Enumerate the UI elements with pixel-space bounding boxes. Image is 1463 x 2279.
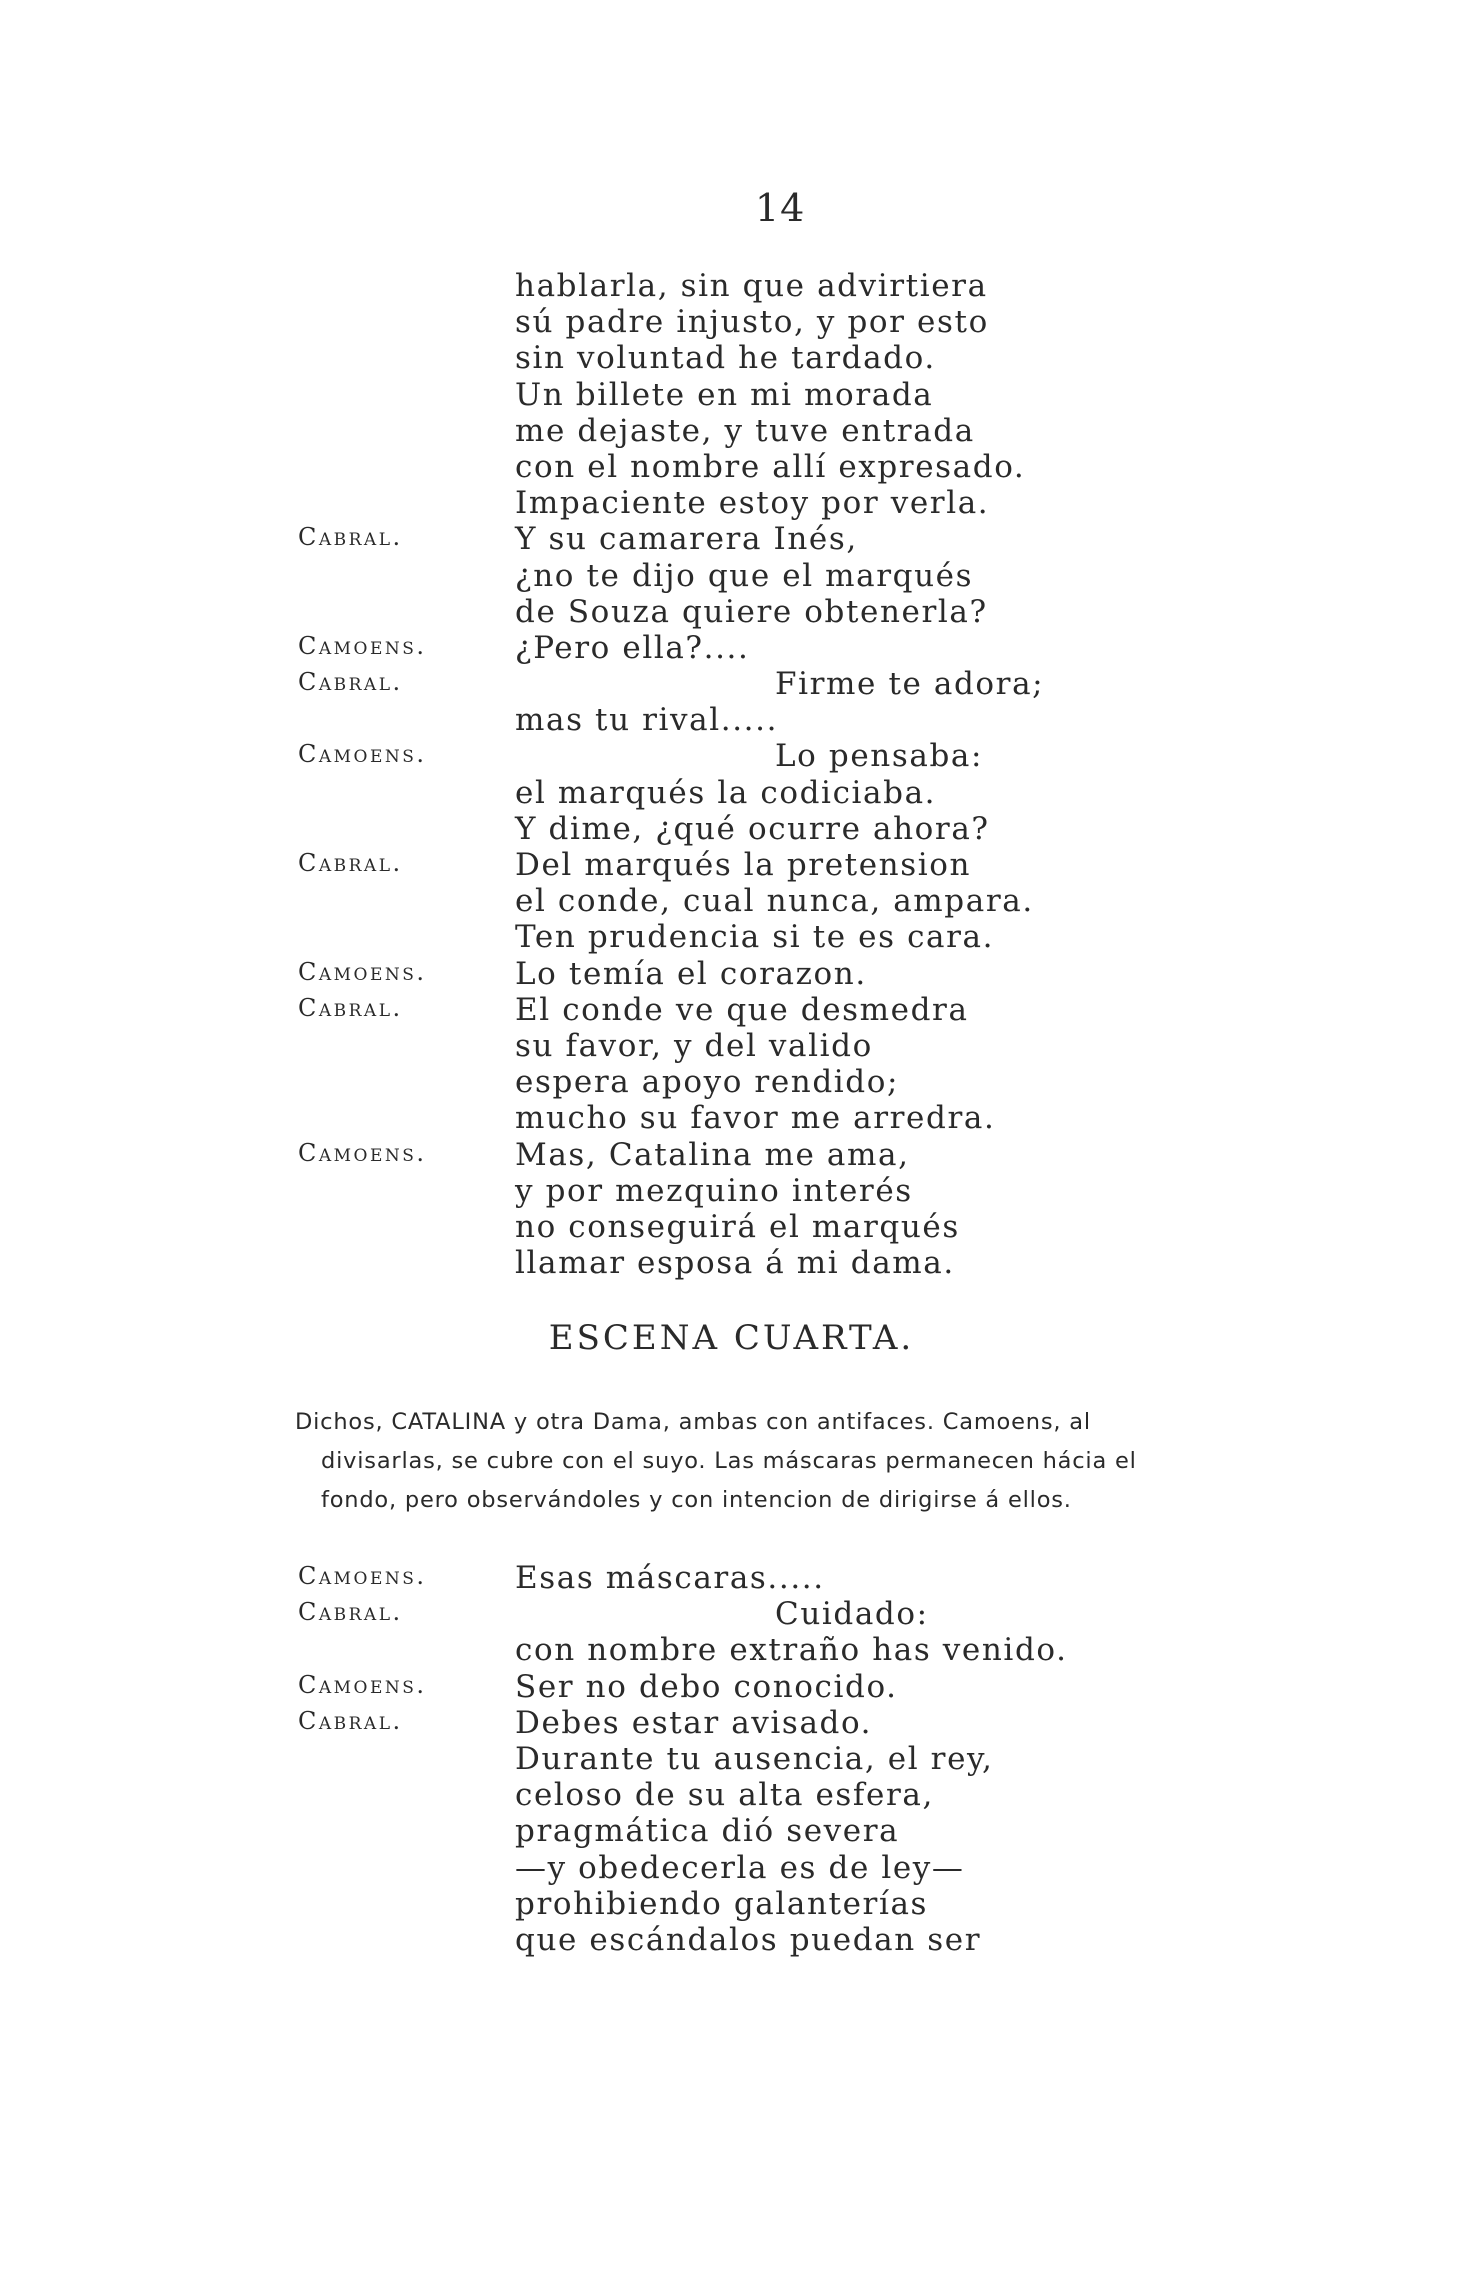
verse-text: Lo temía el corazon. bbox=[515, 955, 867, 992]
verse-line bbox=[0, 1064, 1463, 1100]
verse-text: El conde ve que desmedra bbox=[515, 991, 969, 1028]
verse-text: espera apoyo rendido; bbox=[515, 1064, 900, 1101]
speaker-name: Cabral. bbox=[298, 849, 403, 877]
verse-text: Ser no debo conocido. bbox=[515, 1668, 898, 1705]
verse-text: ¿no te dijo que el marqués bbox=[515, 557, 974, 594]
verse-text: que escándalos puedan ser bbox=[515, 1921, 982, 1958]
verse-text: sin voluntad he tardado. bbox=[515, 340, 936, 377]
verse-line bbox=[0, 413, 1463, 449]
verse-text: Durante tu ausencia, el rey, bbox=[515, 1740, 994, 1777]
verse-line bbox=[0, 1705, 1463, 1741]
verse-line bbox=[0, 1173, 1463, 1209]
verse-line bbox=[0, 1560, 1463, 1596]
speaker-name: Cabral. bbox=[298, 668, 403, 697]
verse-text: Debes estar avisado. bbox=[515, 1704, 873, 1741]
speaker-name: Cabral. bbox=[298, 1706, 403, 1735]
verse-line bbox=[0, 594, 1463, 630]
verse-text: el conde, cual nunca, ampara. bbox=[515, 883, 1034, 920]
verse-line bbox=[0, 1245, 1463, 1281]
verse-line bbox=[0, 1028, 1463, 1064]
verse-line bbox=[0, 956, 1463, 992]
verse-text: Y dime, ¿qué ocurre ahora? bbox=[515, 810, 990, 847]
verse-text: prohibiendo galanterías bbox=[515, 1885, 929, 1922]
verse-line bbox=[0, 1813, 1463, 1849]
verse-line bbox=[0, 1596, 1463, 1632]
verse-line bbox=[0, 521, 1463, 557]
verse-line bbox=[0, 666, 1463, 702]
verse-line bbox=[0, 340, 1463, 376]
verse-text: Esas máscaras..... bbox=[515, 1560, 825, 1596]
stage-direction-line: fondo, pero observándoles y con intencion de dirigirse á ellos. bbox=[321, 1487, 1072, 1513]
verse-text: el marqués la codiciaba. bbox=[515, 774, 937, 811]
verse-text: Del marqués la pretension bbox=[515, 847, 972, 883]
verse-text: celoso de su alta esfera, bbox=[515, 1777, 934, 1814]
speaker-name: Cabral. bbox=[298, 1598, 403, 1627]
verse-text: sú padre injusto, y por esto bbox=[515, 304, 989, 341]
verse-line bbox=[0, 558, 1463, 594]
verse-text: Impaciente estoy por verla. bbox=[515, 485, 990, 522]
verse-text: no conseguirá el marqués bbox=[515, 1208, 960, 1245]
verse-text: —y obedecerla es de ley— bbox=[515, 1849, 965, 1886]
speaker-name: Cabral. bbox=[298, 993, 403, 1022]
speaker-name: Camoens. bbox=[298, 740, 427, 769]
verse-line bbox=[0, 919, 1463, 955]
verse-text: mas tu rival..... bbox=[515, 702, 779, 739]
verse-text: Y su camarera Inés, bbox=[515, 521, 858, 558]
verse-line bbox=[0, 775, 1463, 811]
speaker-name: Camoens. bbox=[298, 957, 427, 986]
verse-line bbox=[0, 485, 1463, 521]
verse-text: con el nombre allí expresado. bbox=[515, 448, 1026, 485]
verse-line bbox=[0, 883, 1463, 919]
stage-direction-line: divisarlas, se cubre con el suyo. Las máscaras permanecen hácia el bbox=[321, 1448, 1137, 1474]
verse-line bbox=[0, 1669, 1463, 1705]
verse-text: Ten prudencia si te es cara. bbox=[515, 919, 995, 956]
dialogue-block-2 bbox=[0, 1560, 1463, 1958]
verse-line bbox=[0, 1632, 1463, 1668]
verse-text: y por mezquino interés bbox=[515, 1172, 913, 1209]
stage-direction-line: Dichos, CATALINA y otra Dama, ambas con antifaces. Camoens, al bbox=[295, 1409, 1091, 1435]
verse-text: Firme te adora; bbox=[775, 666, 1045, 703]
speaker-name: Camoens. bbox=[298, 1562, 427, 1590]
verse-line bbox=[0, 738, 1463, 774]
verse-line bbox=[0, 377, 1463, 413]
verse-line bbox=[0, 1886, 1463, 1922]
verse-line bbox=[0, 268, 1463, 304]
verse-line bbox=[0, 1741, 1463, 1777]
verse-line bbox=[0, 1922, 1463, 1958]
verse-line bbox=[0, 992, 1463, 1028]
verse-line bbox=[0, 811, 1463, 847]
verse-text: Lo pensaba: bbox=[775, 738, 984, 775]
verse-line bbox=[0, 1850, 1463, 1886]
verse-line bbox=[0, 1137, 1463, 1173]
dialogue-block-1 bbox=[0, 268, 1463, 1281]
verse-line bbox=[0, 1777, 1463, 1813]
verse-text: su favor, y del valido bbox=[515, 1027, 873, 1064]
verse-text: ¿Pero ella?.... bbox=[515, 629, 750, 666]
verse-line bbox=[0, 630, 1463, 666]
verse-text: pragmática dió severa bbox=[515, 1813, 900, 1850]
verse-text: Un billete en mi morada bbox=[515, 376, 934, 413]
speaker-name: Cabral. bbox=[298, 523, 403, 552]
verse-text: hablarla, sin que advirtiera bbox=[515, 268, 988, 304]
verse-text: con nombre extraño has venido. bbox=[515, 1632, 1068, 1669]
verse-line bbox=[0, 847, 1463, 883]
verse-line bbox=[0, 1209, 1463, 1245]
speaker-name: Camoens. bbox=[298, 631, 427, 660]
page-number: 14 bbox=[755, 186, 806, 230]
speaker-name: Camoens. bbox=[298, 1670, 427, 1699]
verse-text: Mas, Catalina me ama, bbox=[515, 1136, 910, 1173]
verse-line bbox=[0, 702, 1463, 738]
verse-line bbox=[0, 449, 1463, 485]
verse-line bbox=[0, 1100, 1463, 1136]
speaker-name: Camoens. bbox=[298, 1138, 427, 1167]
verse-text: me dejaste, y tuve entrada bbox=[515, 412, 975, 449]
stage-direction bbox=[295, 1403, 1275, 1520]
verse-text: llamar esposa á mi dama. bbox=[515, 1245, 955, 1282]
verse-text: de Souza quiere obtenerla? bbox=[515, 593, 988, 630]
verse-text: mucho su favor me arredra. bbox=[515, 1100, 996, 1137]
verse-text: Cuidado: bbox=[775, 1596, 929, 1633]
scene-title: ESCENA CUARTA. bbox=[548, 1318, 915, 1358]
verse-line bbox=[0, 304, 1463, 340]
